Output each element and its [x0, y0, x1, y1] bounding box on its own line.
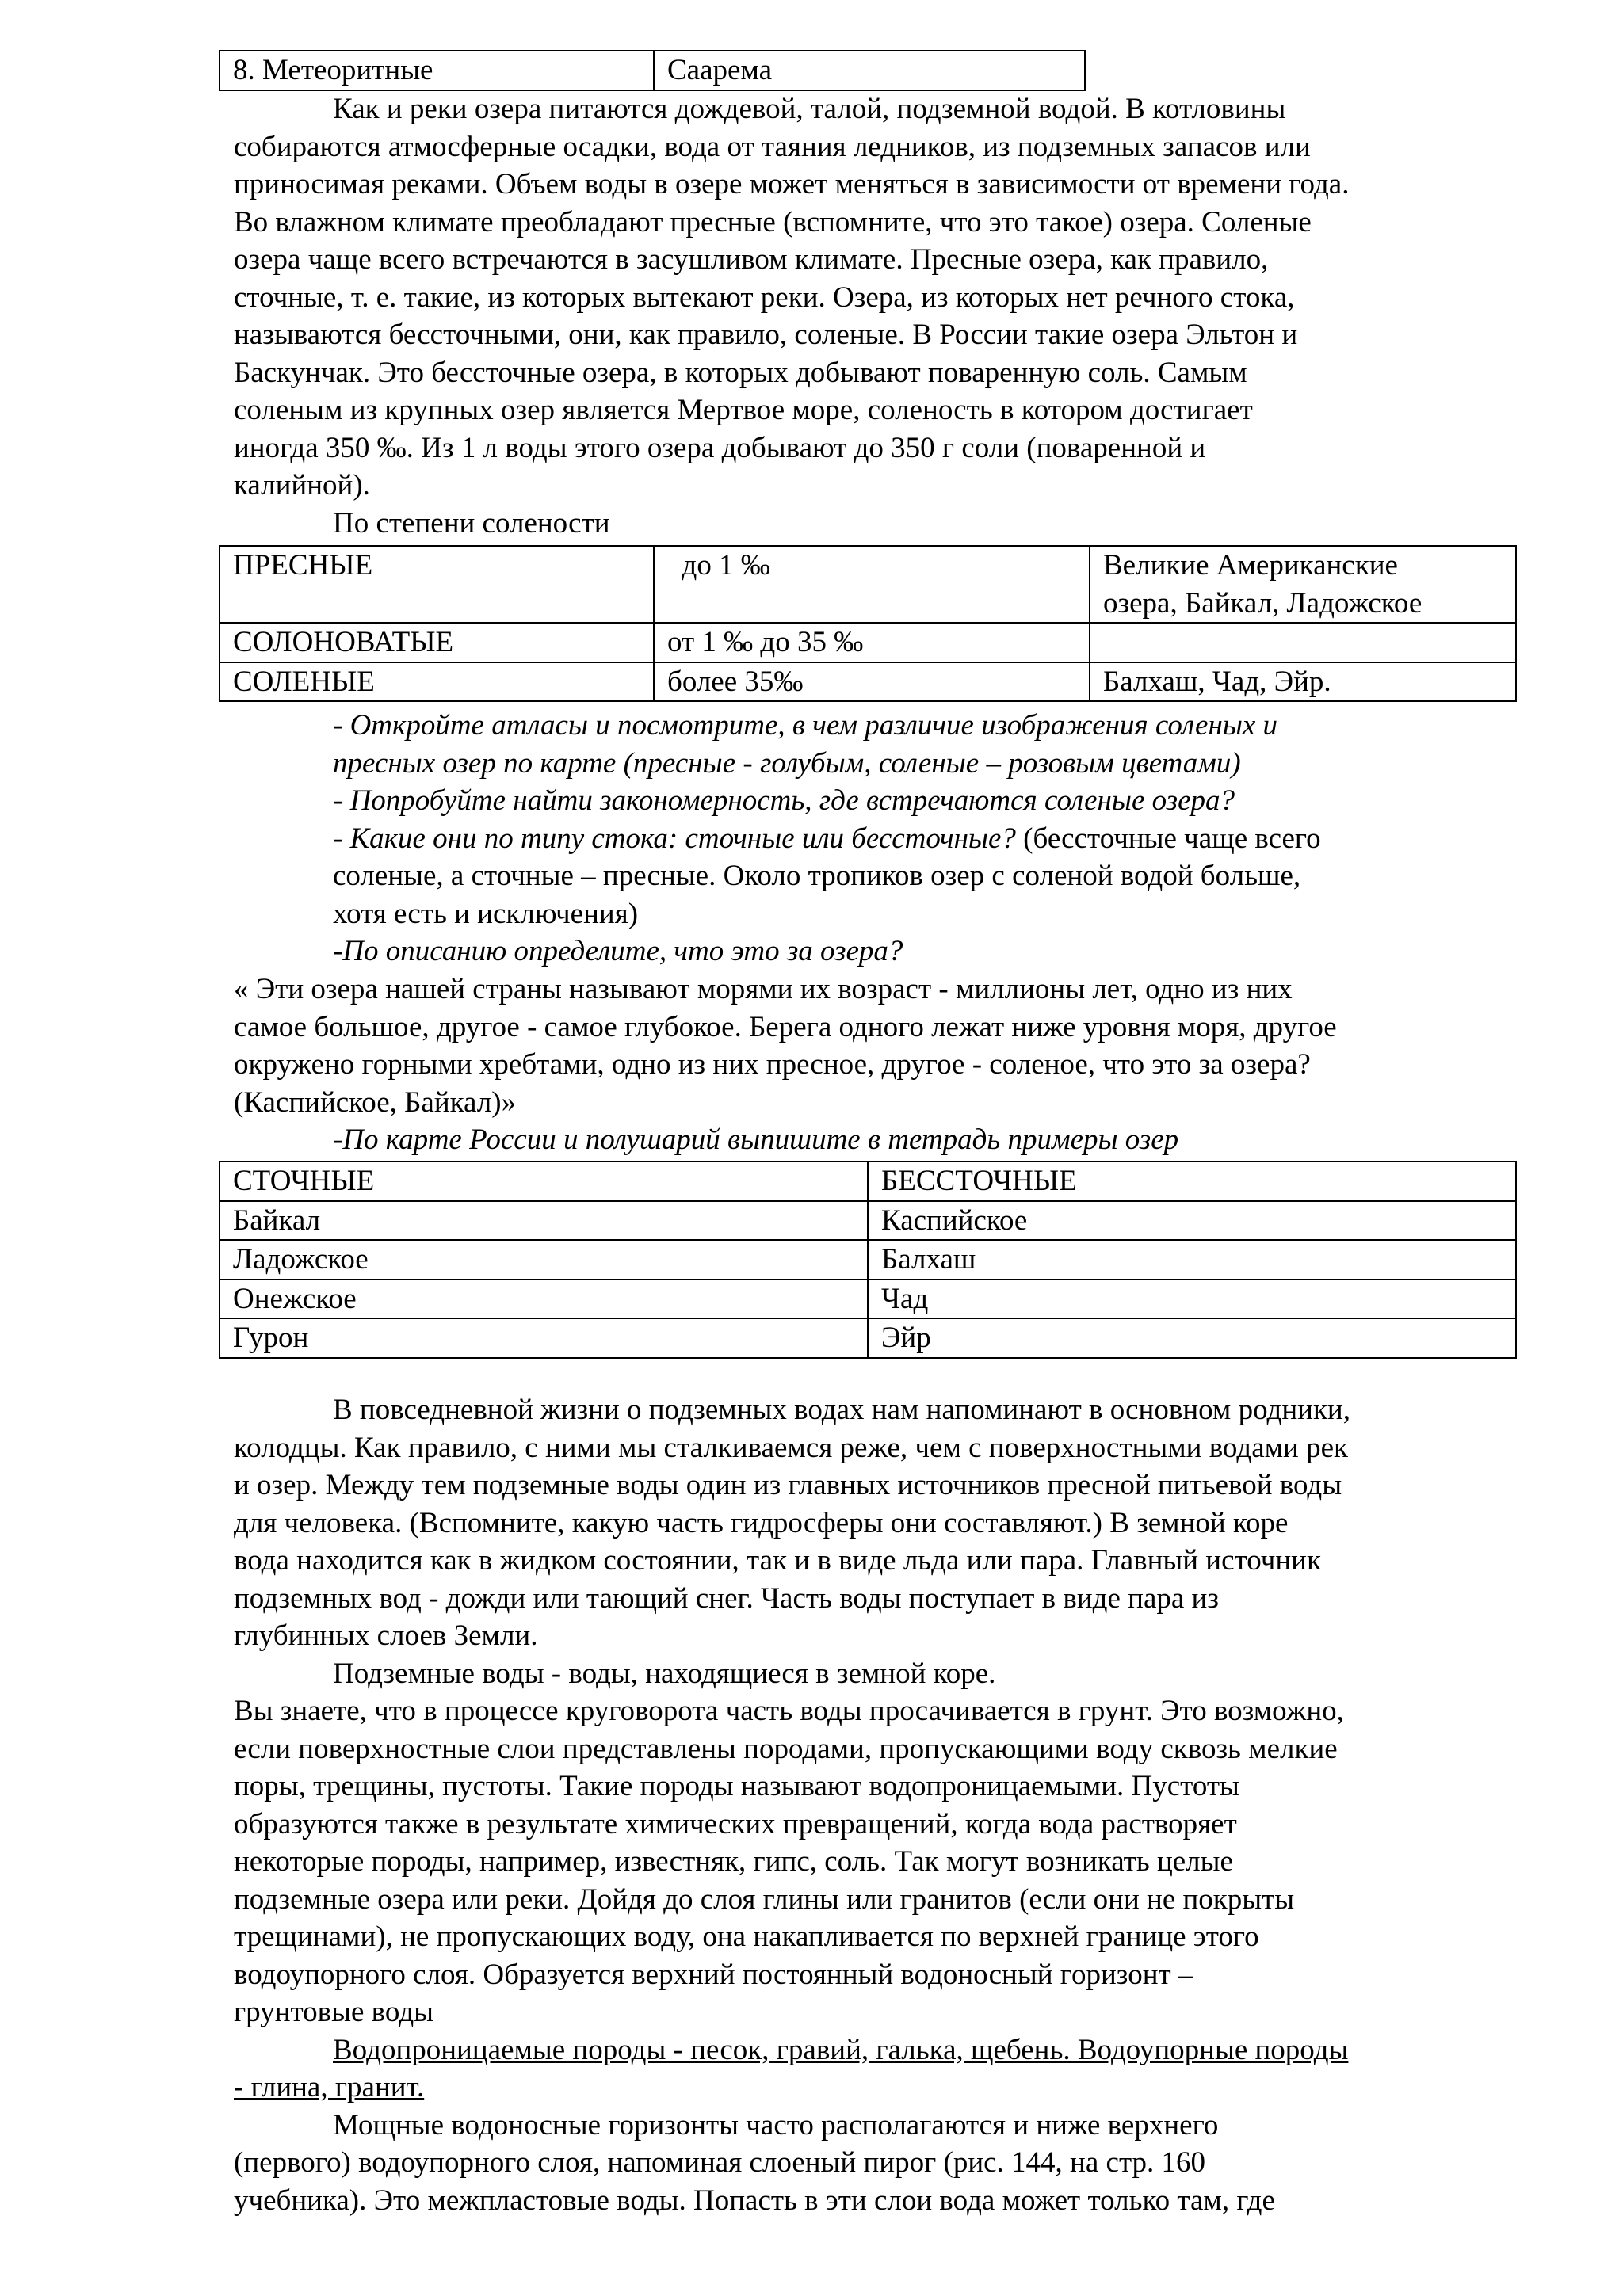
table-cell: СОЛЕНЫЕ — [220, 662, 654, 702]
text-line: подземных вод - дожди или тающий снег. Часть воды поступает в виде пара из — [234, 1581, 1219, 1615]
text-line: окружено горными хребтами, одно из них пресное, другое - соленое, что это за озера? — [234, 1048, 1311, 1081]
paragraph-groundwater — [234, 1391, 1502, 2219]
riddle-block — [234, 971, 1502, 1121]
definition-line: Подземные воды - воды, находящиеся в земной коре. — [333, 1657, 996, 1690]
task-block — [333, 1121, 1506, 1159]
table-row — [220, 1280, 1516, 1319]
text-line: В повседневной жизни о подземных водах нам напоминают в основном родники, — [333, 1394, 1350, 1426]
question-line: пресных озер по карте (пресные - голубым, соленые – розовым цветами) — [333, 746, 1241, 780]
table-cell: ПРЕСНЫЕ — [220, 546, 654, 623]
salinity-table — [219, 545, 1517, 702]
text-line: Как и реки озера питаются дождевой, талой, подземной водой. В котловины — [333, 93, 1286, 125]
text-line: калийной). — [234, 469, 370, 502]
question-text: - Какие они по типу стока: сточные или бессточные? — [333, 822, 1016, 855]
text-line: образуются также в результате химических превращений, когда вода растворяет — [234, 1807, 1237, 1840]
table-row — [220, 51, 1085, 90]
table-cell: Онежское — [220, 1280, 868, 1319]
table-cell: до 1 ‰ — [654, 546, 1090, 623]
text-line: некоторые породы, например, известняк, гипс, соль. Так могут возникать целые — [234, 1845, 1233, 1878]
table-cell: СОЛОНОВАТЫЕ — [220, 623, 654, 662]
text-line: водоупорного слоя. Образуется верхний постоянный водоносный горизонт – — [234, 1958, 1193, 1991]
text-line: грунтовые воды — [234, 1996, 434, 2028]
text-line: иногда 350 ‰. Из 1 л воды этого озера добывают до 350 г соли (поваренной и — [234, 431, 1206, 464]
table-cell: Каспийское — [868, 1201, 1516, 1241]
text-line: колодцы. Как правило, с ними мы сталкиваемся реже, чем с поверхностными водами рек — [234, 1431, 1348, 1464]
table-row — [220, 546, 1516, 623]
table-row — [220, 662, 1516, 702]
underlined-line: - глина, гранит. — [234, 2071, 425, 2103]
table-header-row — [220, 1161, 1516, 1201]
table-cell: Балхаш — [868, 1240, 1516, 1280]
text-line: приносимая реками. Объем воды в озере может меняться в зависимости от времени года. — [234, 168, 1350, 200]
text-line: Баскунчак. Это бессточные озера, в которых добывают поваренную соль. Самым — [234, 356, 1247, 389]
table-row — [220, 1201, 1516, 1241]
text-line: « Эти озера нашей страны называют морями их возраст - миллионы лет, одно из них — [234, 973, 1293, 1005]
table-header-cell: БЕССТОЧНЫЕ — [868, 1161, 1516, 1201]
underlined-line: Водопроницаемые породы - песок, гравий, галька, щебень. Водоупорные породы — [333, 2033, 1349, 2066]
cell-line: озера, Байкал, Ладожское — [1103, 586, 1423, 620]
cell-line: Великие Американские — [1103, 549, 1398, 582]
text-line: поры, трещины, пустоты. Такие породы называют водопроницаемыми. Пустоты — [234, 1770, 1239, 1802]
text-line: глубинных слоев Земли. — [234, 1619, 538, 1652]
lake-type-table — [219, 50, 1086, 91]
table-header-cell: СТОЧНЫЕ — [220, 1161, 868, 1201]
salinity-heading: По степени солености — [333, 506, 610, 540]
table-cell: от 1 ‰ до 35 ‰ — [654, 623, 1090, 662]
text-line: (Каспийское, Байкал)» — [234, 1085, 517, 1119]
table-row — [220, 1318, 1516, 1358]
question-line: - Откройте атласы и посмотрите, в чем различие изображения соленых и — [333, 709, 1278, 742]
text-line: сточные, т. е. такие, из которых вытекают реки. Озера, из которых нет речного стока, — [234, 280, 1295, 314]
table-cell: Байкал — [220, 1201, 868, 1241]
text-line: собираются атмосферные осадки, вода от таяния ледников, из подземных запасов или — [234, 130, 1311, 163]
text-line: трещинами), не пропускающих воду, она накапливается по верхней границе этого — [234, 1920, 1259, 1953]
flow-type-table — [219, 1161, 1517, 1359]
text-line: самое большое, другое - самое глубокое. Берега одного лежат ниже уровня моря, другое — [234, 1010, 1337, 1043]
text-line: Мощные водоносные горизонты часто располагаются и ниже верхнего — [333, 2108, 1219, 2142]
answer-line: соленые, а сточные – пресные. Около тропиков озер с соленой водой больше, — [333, 860, 1301, 892]
text-line: называются бессточными, они, как правило, соленые. В России такие озера Эльтон и — [234, 318, 1298, 351]
table-cell — [1090, 546, 1516, 623]
text-line: подземные озера или реки. Дойдя до слоя глины или гранитов (если они не покрыты — [234, 1882, 1295, 1916]
text-line: (первого) водоупорного слоя, напоминая слоеный пирог (рис. 144, на стр. 160 — [234, 2146, 1206, 2179]
table-cell: Ладожское — [220, 1240, 868, 1280]
text-line: для человека. (Вспомните, какую часть гидросферы они составляют.) В земной коре — [234, 1506, 1289, 1539]
task-line: -По карте России и полушарий выпишите в тетрадь примеры озер — [333, 1123, 1179, 1156]
text-line: Во влажном климате преобладают пресные (вспомните, что это такое) озера. Соленые — [234, 205, 1312, 238]
table-row — [220, 1240, 1516, 1280]
table-cell: Балхаш, Чад, Эйр. — [1090, 662, 1516, 702]
table-cell — [1090, 623, 1516, 662]
paragraph-lake-feeding — [234, 90, 1502, 542]
text-line: соленым из крупных озер является Мертвое море, соленость в котором достигает — [234, 394, 1253, 426]
text-line: если поверхностные слои представлены породами, пропускающими воду сквозь мелкие — [234, 1732, 1338, 1765]
questions-block — [333, 707, 1506, 971]
answer-text: (бессточные чаще всего — [1015, 822, 1321, 855]
text-line: и озер. Между тем подземные воды один из главных источников пресной питьевой воды — [234, 1469, 1342, 1501]
text-line: учебника). Это межпластовые воды. Попасть в эти слои вода может только там, где — [234, 2183, 1275, 2217]
table-cell: Саарема — [654, 51, 1085, 90]
question-line: -По описанию определите, что это за озера? — [333, 935, 903, 967]
table-cell: Гурон — [220, 1318, 868, 1358]
question-line: - Попробуйте найти закономерность, где встречаются соленые озера? — [333, 784, 1235, 817]
text-line: Вы знаете, что в процессе круговорота часть воды просачивается в грунт. Это возможно, — [234, 1695, 1344, 1727]
question-line — [333, 820, 1506, 858]
table-cell: более 35‰ — [654, 662, 1090, 702]
text-line: вода находится как в жидком состоянии, так и в виде льда или пара. Главный источник — [234, 1544, 1321, 1577]
table-row — [220, 623, 1516, 662]
table-cell: Чад — [868, 1280, 1516, 1319]
answer-line: хотя есть и исключения) — [333, 897, 639, 930]
table-cell: 8. Метеоритные — [220, 51, 654, 90]
text-line: озера чаще всего встречаются в засушливом климате. Пресные озера, как правило, — [234, 243, 1269, 276]
table-cell: Эйр — [868, 1318, 1516, 1358]
